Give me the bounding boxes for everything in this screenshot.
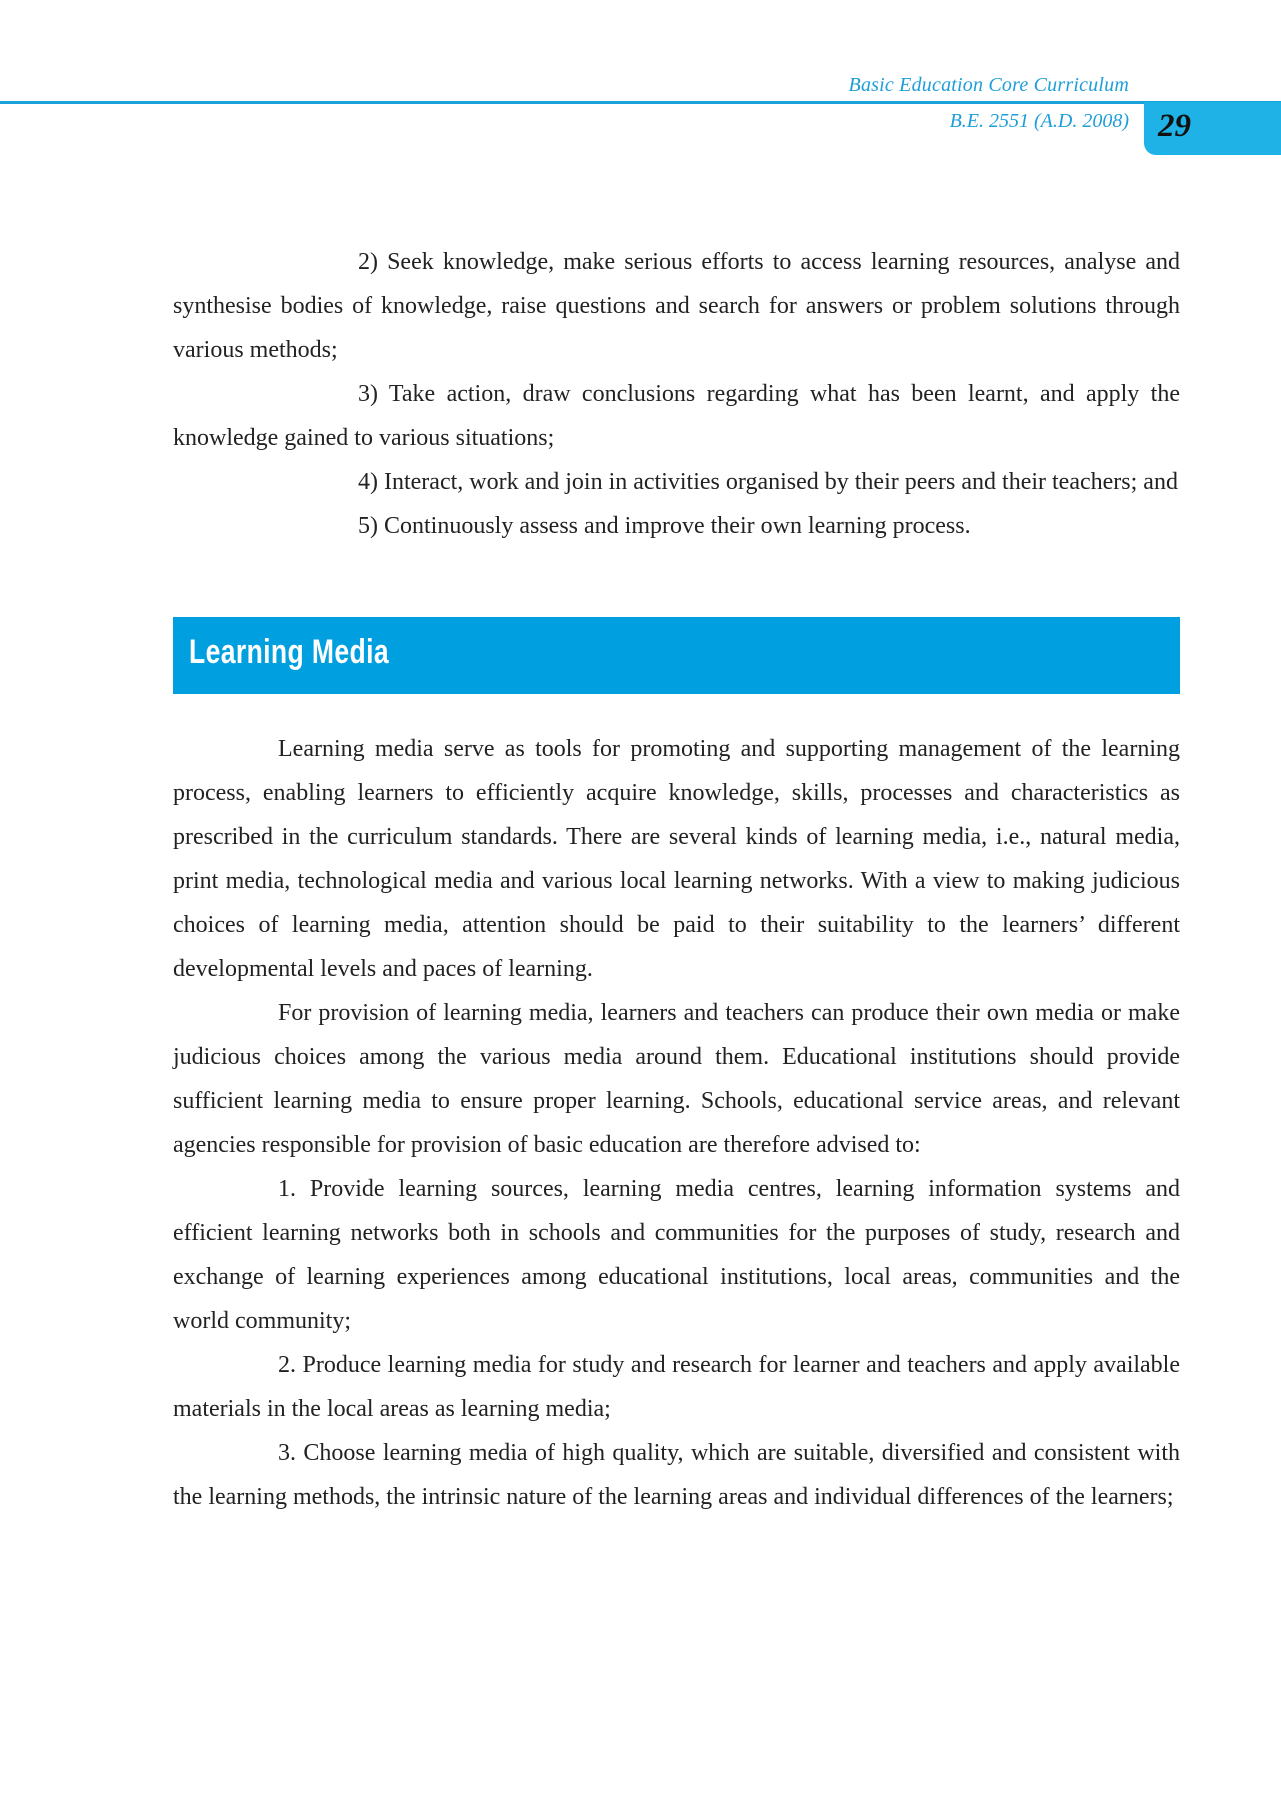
paragraph: For provision of learning media, learners and teachers can produce their own media or make judicious choices among the various media around them. Educational institutions should provide sufficient learning media to ensure proper learning. Schools, educational service areas, and relevant agencies responsible for provision of basic education are therefore advised to:	[173, 1000, 1180, 1158]
page-number-tab	[1144, 102, 1281, 155]
running-title: Basic Education Core Curriculum	[848, 74, 1129, 96]
numbered-item: 3. Choose learning media of high quality, which are suitable, diversified and consistent with the learning methods, the intrinsic nature of the learning areas and individual differences of the learners;	[173, 1440, 1180, 1510]
list-item: 2) Seek knowledge, make serious efforts to access learning resources, analyse and synthesise bodies of knowledge, raise questions and search for answers or problem solutions through various methods;	[173, 249, 1180, 363]
numbered-item: 2. Produce learning media for study and research for learner and teachers and apply available materials in the local areas as learning media;	[173, 1352, 1180, 1422]
section-heading-bar	[173, 617, 1180, 694]
list-item: 5) Continuously assess and improve their own learning process.	[358, 513, 971, 539]
list-item: 3) Take action, draw conclusions regarding what has been learnt, and apply the knowledge gained to various situations;	[173, 381, 1180, 451]
page-number: 29	[1158, 108, 1191, 144]
header-rule	[0, 101, 1281, 104]
paragraph: Learning media serve as tools for promoting and supporting management of the learning process, enabling learners to efficiently acquire knowledge, skills, processes and characteristics as prescribed in the curriculum standards. There are several kinds of learning media, i.e., natural media, print media, technological media and various local learning networks. With a view to making judicious choices of learning media, attention should be paid to their suitability to the learners’ different developmental levels and paces of learning.	[173, 736, 1180, 982]
list-item: 4) Interact, work and join in activities organised by their peers and their teachers; and	[358, 469, 1178, 495]
section-title: Learning Media	[189, 633, 389, 671]
edition-label: B.E. 2551 (A.D. 2008)	[949, 110, 1129, 132]
numbered-item: 1. Provide learning sources, learning media centres, learning information systems and efficient learning networks both in schools and communities for the purposes of study, research and exchange of learning experiences among educational institutions, local areas, communities and the world community;	[173, 1176, 1180, 1334]
section-body	[173, 727, 1180, 1519]
continued-list	[173, 240, 1180, 548]
